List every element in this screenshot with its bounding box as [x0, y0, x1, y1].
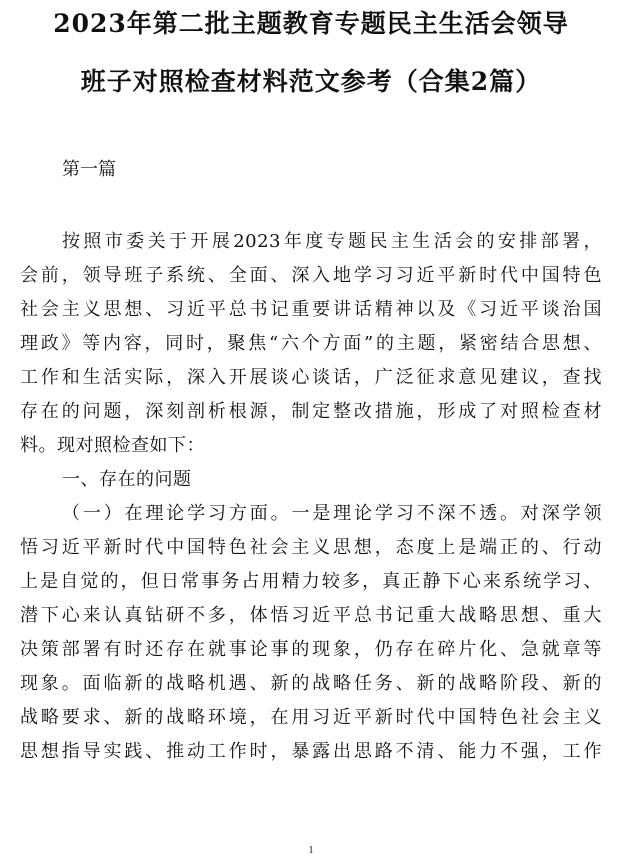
- section-heading: 一、存在的问题: [62, 469, 192, 490]
- paragraph-line: 决策部署有时还存在就事论事的现象，仍存在碎片化、急就章等: [20, 639, 602, 660]
- paragraph-line: 社会主义思想、习近平总书记重要讲话精神以及《习近平谈治国: [20, 299, 602, 320]
- paragraph-line: 悟习近平新时代中国特色社会主义思想，态度上是端正的、行动: [20, 537, 602, 558]
- paragraph-line: 会前，领导班子系统、全面、深入地学习习近平新时代中国特色: [20, 265, 602, 286]
- section-label: 第一篇: [62, 159, 116, 180]
- paragraph-line: 按照市委关于开展2023年度专题民主生活会的安排部署，: [62, 231, 602, 252]
- page-number: 1: [308, 845, 314, 856]
- paragraph-line: 战略要求、新的战略环境，在用习近平新时代中国特色社会主义: [20, 707, 602, 728]
- paragraph-line: 现象。面临新的战略机遇、新的战略任务、新的战略阶段、新的: [20, 673, 602, 694]
- document-title-line-2: 班子对照检查材料范文参考（合集2篇）: [80, 67, 542, 96]
- paragraph-line: 思想指导实践、推动工作时，暴露出思路不清、能力不强，工作: [20, 741, 602, 762]
- paragraph-line: （一）在理论学习方面。一是理论学习不深不透。对深学领: [62, 503, 602, 524]
- paragraph-line: 存在的问题，深刻剖析根源，制定整改措施，形成了对照检查材: [20, 401, 602, 422]
- paragraph-line: 工作和生活实际，深入开展谈心谈话，广泛征求意见建议，查找: [20, 367, 602, 388]
- paragraph-line: 理政》等内容，同时，聚焦“六个方面”的主题，紧密结合思想、: [20, 333, 602, 354]
- paragraph-line: 料。现对照检查如下：: [20, 435, 205, 456]
- paragraph-line: 潜下心来认真钻研不多，体悟习近平总书记重大战略思想、重大: [20, 605, 602, 626]
- paragraph-line: 上是自觉的，但日常事务占用精力较多，真正静下心来系统学习、: [20, 571, 602, 592]
- document-title-line-1: 2023年第二批主题教育专题民主生活会领导: [53, 9, 569, 38]
